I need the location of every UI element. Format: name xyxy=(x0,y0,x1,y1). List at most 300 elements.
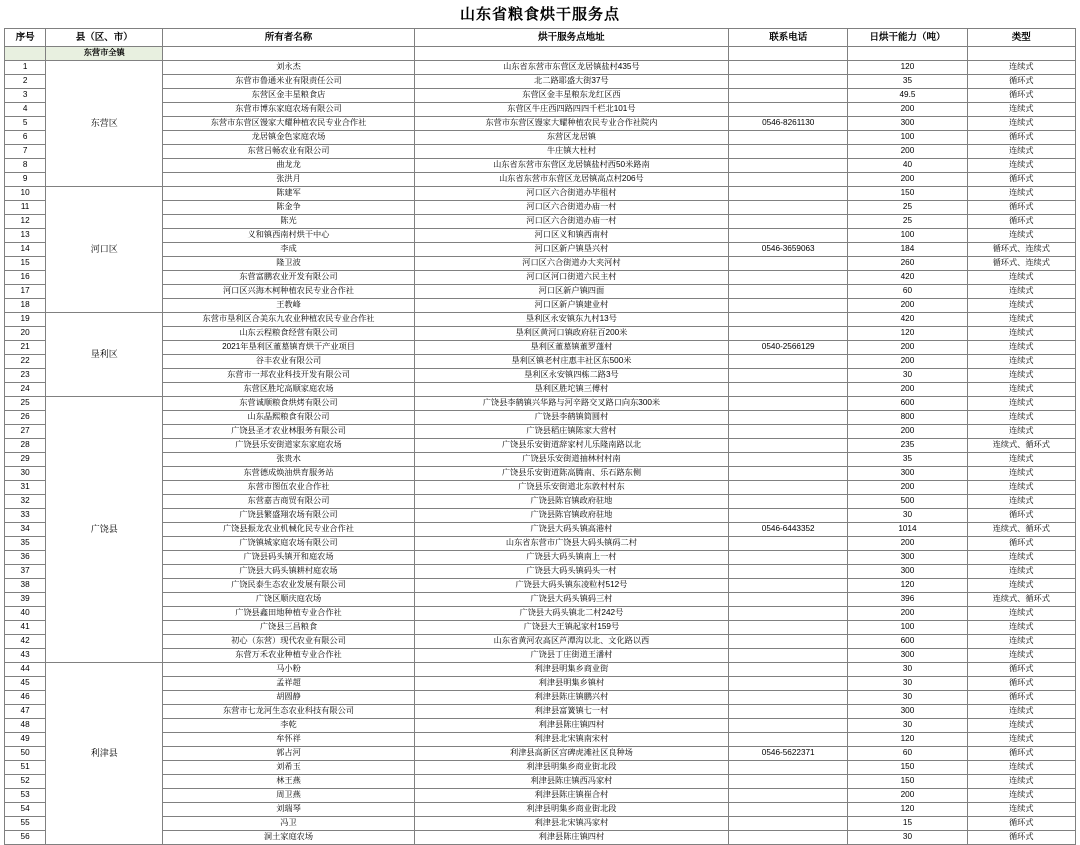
cell-no: 30 xyxy=(5,467,46,481)
cell-type: 连续式 xyxy=(967,565,1075,579)
cell-capacity: 200 xyxy=(848,145,967,159)
cell-type: 连续式 xyxy=(967,789,1075,803)
table-row xyxy=(5,369,1076,383)
cell-phone xyxy=(729,131,848,145)
cell-address: 利津县陈庄镇鹏兴村 xyxy=(414,691,728,705)
cell-phone xyxy=(729,61,848,75)
cell-no: 44 xyxy=(5,663,46,677)
table-row xyxy=(5,61,1076,75)
cell-type: 连续式 xyxy=(967,481,1075,495)
cell-no: 26 xyxy=(5,411,46,425)
cell-owner: 山东云程粮食经营有限公司 xyxy=(163,327,414,341)
cell-type: 循环式 xyxy=(967,747,1075,761)
cell-capacity: 150 xyxy=(848,775,967,789)
cell-address: 广饶县大码头镇南上一村 xyxy=(414,551,728,565)
table-row xyxy=(5,691,1076,705)
cell-capacity: 184 xyxy=(848,243,967,257)
cell-no: 23 xyxy=(5,369,46,383)
cell-address: 山东省东营市东营区龙居镇盐村西50米路南 xyxy=(414,159,728,173)
cell-address: 广饶县大码头镇高港村 xyxy=(414,523,728,537)
table-row xyxy=(5,341,1076,355)
cell-owner: 东营区金丰星粮食店 xyxy=(163,89,414,103)
cell-no: 45 xyxy=(5,677,46,691)
cell-capacity: 200 xyxy=(848,537,967,551)
cell-no: 48 xyxy=(5,719,46,733)
cell-capacity: 300 xyxy=(848,551,967,565)
cell-address: 山东省黄河农高区芦潭沟以北、文化路以西 xyxy=(414,635,728,649)
table-row xyxy=(5,257,1076,271)
cell-owner: 张洪月 xyxy=(163,173,414,187)
cell-owner: 东营市鲁通米业有限责任公司 xyxy=(163,75,414,89)
cell-owner: 东营市七龙河生态农业科技有限公司 xyxy=(163,705,414,719)
cell-phone xyxy=(729,89,848,103)
region-banner-cell xyxy=(414,47,728,61)
cell-owner: 初心（东营）现代农业有限公司 xyxy=(163,635,414,649)
cell-no: 19 xyxy=(5,313,46,327)
cell-type: 连续式 xyxy=(967,383,1075,397)
region-banner-spacer xyxy=(5,47,46,61)
cell-address: 利津县明集乡商业街北段 xyxy=(414,803,728,817)
cell-no: 34 xyxy=(5,523,46,537)
cell-phone xyxy=(729,733,848,747)
cell-no: 9 xyxy=(5,173,46,187)
cell-no: 21 xyxy=(5,341,46,355)
cell-type: 连续式 xyxy=(967,313,1075,327)
cell-no: 55 xyxy=(5,817,46,831)
cell-no: 47 xyxy=(5,705,46,719)
cell-type: 循环式 xyxy=(967,509,1075,523)
cell-type: 循环式 xyxy=(967,677,1075,691)
cell-type: 连续式 xyxy=(967,299,1075,313)
cell-phone: 0546-5622371 xyxy=(729,747,848,761)
cell-owner: 广饶区顺庆庭农场 xyxy=(163,593,414,607)
cell-owner: 东营市垦利区合美东九农业种植农民专业合作社 xyxy=(163,313,414,327)
cell-phone xyxy=(729,775,848,789)
table-row xyxy=(5,649,1076,663)
cell-address: 东营区金丰星粮东龙红区西 xyxy=(414,89,728,103)
cell-owner: 王教峰 xyxy=(163,299,414,313)
cell-no: 37 xyxy=(5,565,46,579)
cell-no: 29 xyxy=(5,453,46,467)
table-row xyxy=(5,803,1076,817)
table-row xyxy=(5,159,1076,173)
cell-capacity: 30 xyxy=(848,663,967,677)
table-row xyxy=(5,593,1076,607)
table-row xyxy=(5,467,1076,481)
cell-address: 广饶县李鹤镇简圆村 xyxy=(414,411,728,425)
cell-owner: 2021年垦利区董墓镇育烘干产业项目 xyxy=(163,341,414,355)
cell-type: 循环式 xyxy=(967,131,1075,145)
cell-capacity: 150 xyxy=(848,187,967,201)
cell-no: 31 xyxy=(5,481,46,495)
cell-owner: 李成 xyxy=(163,243,414,257)
cell-owner: 刘瑞琴 xyxy=(163,803,414,817)
cell-address: 利津县北宋镇冯家村 xyxy=(414,817,728,831)
cell-phone xyxy=(729,495,848,509)
table-row xyxy=(5,551,1076,565)
cell-county: 东营区 xyxy=(46,61,163,187)
cell-address: 利津县陈庄镇四村 xyxy=(414,719,728,733)
cell-capacity: 100 xyxy=(848,131,967,145)
cell-address: 北二路耶盛大街37号 xyxy=(414,75,728,89)
cell-owner: 陈光 xyxy=(163,215,414,229)
cell-type: 连续式 xyxy=(967,467,1075,481)
table-row xyxy=(5,607,1076,621)
cell-capacity: 200 xyxy=(848,789,967,803)
table-row xyxy=(5,299,1076,313)
region-banner-cell xyxy=(967,47,1075,61)
cell-address: 山东省东营市东营区龙居镇高点村206号 xyxy=(414,173,728,187)
cell-no: 2 xyxy=(5,75,46,89)
cell-capacity: 49.5 xyxy=(848,89,967,103)
table-row xyxy=(5,313,1076,327)
cell-type: 循环式 xyxy=(967,691,1075,705)
table-row xyxy=(5,579,1076,593)
cell-owner: 陈建军 xyxy=(163,187,414,201)
cell-owner: 东营市图伍农业合作社 xyxy=(163,481,414,495)
cell-phone: 0540-2566129 xyxy=(729,341,848,355)
cell-no: 15 xyxy=(5,257,46,271)
table-row xyxy=(5,411,1076,425)
cell-capacity: 200 xyxy=(848,383,967,397)
cell-phone xyxy=(729,145,848,159)
cell-phone: 0546-3659063 xyxy=(729,243,848,257)
cell-owner: 广饶县繁盛翔农场有限公司 xyxy=(163,509,414,523)
region-banner-row xyxy=(5,47,1076,61)
cell-address: 广饶县乐安街道辞家村儿乐隆南路以北 xyxy=(414,439,728,453)
cell-address: 广饶县陈官镇政府驻地 xyxy=(414,509,728,523)
cell-owner: 郭占河 xyxy=(163,747,414,761)
cell-no: 35 xyxy=(5,537,46,551)
cell-owner: 孟祥超 xyxy=(163,677,414,691)
cell-type: 循环式 xyxy=(967,75,1075,89)
cell-type: 连续式 xyxy=(967,733,1075,747)
cell-no: 52 xyxy=(5,775,46,789)
cell-type: 连续式 xyxy=(967,761,1075,775)
cell-no: 13 xyxy=(5,229,46,243)
cell-no: 28 xyxy=(5,439,46,453)
cell-owner: 洞土家庭农场 xyxy=(163,831,414,845)
cell-address: 利津县陈庄镇四村 xyxy=(414,831,728,845)
cell-phone xyxy=(729,411,848,425)
cell-type: 连续式 xyxy=(967,229,1075,243)
cell-no: 25 xyxy=(5,397,46,411)
cell-phone xyxy=(729,817,848,831)
cell-owner: 冯卫 xyxy=(163,817,414,831)
column-header-no: 序号 xyxy=(5,29,46,47)
cell-capacity: 420 xyxy=(848,271,967,285)
cell-phone xyxy=(729,159,848,173)
cell-type: 循环式 xyxy=(967,537,1075,551)
cell-address: 河口区新户镇垦兴村 xyxy=(414,243,728,257)
table-row xyxy=(5,733,1076,747)
cell-owner: 河口区兴海木柯种植农民专业合作社 xyxy=(163,285,414,299)
cell-type: 连续式、循环式 xyxy=(967,593,1075,607)
cell-type: 连续式 xyxy=(967,327,1075,341)
table-row xyxy=(5,243,1076,257)
cell-address: 牛庄镇大杜村 xyxy=(414,145,728,159)
cell-capacity: 30 xyxy=(848,509,967,523)
cell-address: 河口区六合街道办庙一村 xyxy=(414,215,728,229)
cell-capacity: 600 xyxy=(848,635,967,649)
cell-no: 10 xyxy=(5,187,46,201)
cell-no: 8 xyxy=(5,159,46,173)
cell-no: 41 xyxy=(5,621,46,635)
cell-phone xyxy=(729,75,848,89)
cell-no: 1 xyxy=(5,61,46,75)
cell-capacity: 120 xyxy=(848,61,967,75)
cell-owner: 广饶县大码头镇耕村庭农场 xyxy=(163,565,414,579)
cell-address: 东营区龙居镇 xyxy=(414,131,728,145)
cell-type: 循环式 xyxy=(967,817,1075,831)
cell-no: 33 xyxy=(5,509,46,523)
cell-phone: 0546-8261130 xyxy=(729,117,848,131)
cell-type: 循环式 xyxy=(967,89,1075,103)
cell-phone xyxy=(729,425,848,439)
table-body xyxy=(5,47,1076,845)
column-header-type: 类型 xyxy=(967,29,1075,47)
cell-phone xyxy=(729,229,848,243)
table-row xyxy=(5,719,1076,733)
cell-type: 连续式、循环式 xyxy=(967,439,1075,453)
cell-address: 东营区牛庄西四路四四千栏北101号 xyxy=(414,103,728,117)
cell-phone xyxy=(729,257,848,271)
cell-type: 连续式 xyxy=(967,355,1075,369)
cell-owner: 东营市一邦农业科技开发有限公司 xyxy=(163,369,414,383)
cell-owner: 牟怀祥 xyxy=(163,733,414,747)
cell-address: 垦利区永安镇东九村13号 xyxy=(414,313,728,327)
cell-address: 利津县高新区宫碑虎滩社区良种场 xyxy=(414,747,728,761)
cell-address: 广饶县陈官镇政府驻地 xyxy=(414,495,728,509)
cell-capacity: 300 xyxy=(848,705,967,719)
region-banner-cell xyxy=(729,47,848,61)
cell-phone xyxy=(729,621,848,635)
table-row xyxy=(5,481,1076,495)
table-row xyxy=(5,453,1076,467)
cell-type: 循环式 xyxy=(967,831,1075,845)
cell-address: 河口区河口街道六民主村 xyxy=(414,271,728,285)
cell-phone xyxy=(729,691,848,705)
cell-type: 循环式 xyxy=(967,173,1075,187)
cell-phone xyxy=(729,509,848,523)
table-row xyxy=(5,173,1076,187)
cell-capacity: 300 xyxy=(848,649,967,663)
cell-capacity: 300 xyxy=(848,467,967,481)
cell-type: 连续式 xyxy=(967,705,1075,719)
cell-owner: 广饶民泰生态农业发展有限公司 xyxy=(163,579,414,593)
cell-phone xyxy=(729,299,848,313)
cell-no: 40 xyxy=(5,607,46,621)
table-row xyxy=(5,103,1076,117)
cell-type: 连续式、循环式 xyxy=(967,523,1075,537)
cell-address: 利津县陈庄镇西冯家村 xyxy=(414,775,728,789)
cell-address: 广饶县大码头镇北二村242号 xyxy=(414,607,728,621)
cell-owner: 广饶县乐安街道家东家庭农场 xyxy=(163,439,414,453)
cell-type: 连续式 xyxy=(967,775,1075,789)
cell-type: 连续式 xyxy=(967,635,1075,649)
cell-phone xyxy=(729,789,848,803)
cell-owner: 山东晶熙粮食有限公司 xyxy=(163,411,414,425)
table-row xyxy=(5,355,1076,369)
cell-address: 利津县明集乡商业街 xyxy=(414,663,728,677)
cell-owner: 马小粉 xyxy=(163,663,414,677)
cell-type: 连续式 xyxy=(967,425,1075,439)
column-header-phone: 联系电话 xyxy=(729,29,848,47)
cell-capacity: 60 xyxy=(848,747,967,761)
table-row xyxy=(5,285,1076,299)
cell-phone xyxy=(729,551,848,565)
column-header-county: 县（区、市） xyxy=(46,29,163,47)
cell-address: 广饶县大码头镇东凌粒村512号 xyxy=(414,579,728,593)
cell-no: 17 xyxy=(5,285,46,299)
cell-no: 36 xyxy=(5,551,46,565)
table-row xyxy=(5,425,1076,439)
cell-no: 53 xyxy=(5,789,46,803)
table-row xyxy=(5,75,1076,89)
cell-type: 循环式、连续式 xyxy=(967,257,1075,271)
cell-type: 连续式 xyxy=(967,369,1075,383)
cell-phone xyxy=(729,103,848,117)
cell-owner: 刘永杰 xyxy=(163,61,414,75)
cell-address: 利津县陈庄镇崔合村 xyxy=(414,789,728,803)
cell-capacity: 300 xyxy=(848,117,967,131)
cell-capacity: 200 xyxy=(848,103,967,117)
cell-type: 连续式 xyxy=(967,649,1075,663)
cell-owner: 东营诚顺粮食烘烤有限公司 xyxy=(163,397,414,411)
cell-no: 56 xyxy=(5,831,46,845)
cell-no: 54 xyxy=(5,803,46,817)
cell-address: 垦利区永安镇四栋二路3号 xyxy=(414,369,728,383)
cell-no: 20 xyxy=(5,327,46,341)
cell-phone xyxy=(729,607,848,621)
table-row xyxy=(5,495,1076,509)
cell-no: 49 xyxy=(5,733,46,747)
table-row xyxy=(5,775,1076,789)
table-row xyxy=(5,635,1076,649)
cell-address: 河口区六合街道办庙一村 xyxy=(414,201,728,215)
cell-address: 河口区六合街道办毕租村 xyxy=(414,187,728,201)
table-row xyxy=(5,215,1076,229)
cell-no: 16 xyxy=(5,271,46,285)
cell-type: 连续式 xyxy=(967,579,1075,593)
table-header-row xyxy=(5,29,1076,47)
cell-capacity: 200 xyxy=(848,607,967,621)
cell-capacity: 25 xyxy=(848,215,967,229)
cell-capacity: 200 xyxy=(848,481,967,495)
cell-type: 连续式 xyxy=(967,159,1075,173)
cell-owner: 东营德成焕油烘育服务站 xyxy=(163,467,414,481)
cell-address: 东营市东营区馒家大耀种植农民专业合作社院内 xyxy=(414,117,728,131)
table-row xyxy=(5,817,1076,831)
cell-capacity: 200 xyxy=(848,299,967,313)
cell-capacity: 30 xyxy=(848,831,967,845)
cell-owner: 陈金争 xyxy=(163,201,414,215)
cell-phone xyxy=(729,677,848,691)
table-row xyxy=(5,523,1076,537)
cell-capacity: 200 xyxy=(848,425,967,439)
cell-phone xyxy=(729,173,848,187)
cell-type: 循环式 xyxy=(967,215,1075,229)
cell-capacity: 120 xyxy=(848,733,967,747)
cell-phone xyxy=(729,719,848,733)
cell-owner: 广饶县振龙农业机械化民专业合作社 xyxy=(163,523,414,537)
cell-phone xyxy=(729,635,848,649)
cell-owner: 周卫燕 xyxy=(163,789,414,803)
cell-capacity: 100 xyxy=(848,229,967,243)
cell-type: 循环式 xyxy=(967,201,1075,215)
cell-no: 24 xyxy=(5,383,46,397)
column-header-owner: 所有者名称 xyxy=(163,29,414,47)
cell-capacity: 420 xyxy=(848,313,967,327)
cell-capacity: 60 xyxy=(848,285,967,299)
cell-capacity: 260 xyxy=(848,257,967,271)
table-row xyxy=(5,761,1076,775)
cell-capacity: 120 xyxy=(848,803,967,817)
cell-phone xyxy=(729,593,848,607)
cell-owner: 曲龙龙 xyxy=(163,159,414,173)
cell-type: 连续式 xyxy=(967,61,1075,75)
table-row xyxy=(5,131,1076,145)
cell-county: 河口区 xyxy=(46,187,163,313)
cell-owner: 林王燕 xyxy=(163,775,414,789)
cell-owner: 广饶县圣才农业林服务有限公司 xyxy=(163,425,414,439)
cell-phone xyxy=(729,355,848,369)
cell-owner: 东营市东营区馒家大耀种植农民专业合作社 xyxy=(163,117,414,131)
cell-address: 垦利区黄河口镇政府驻百200米 xyxy=(414,327,728,341)
cell-phone xyxy=(729,383,848,397)
table-row xyxy=(5,789,1076,803)
cell-address: 垦利区镇老村庄惠丰社区东500米 xyxy=(414,355,728,369)
cell-capacity: 30 xyxy=(848,677,967,691)
cell-address: 广饶县乐安街道陈高腾南、乐石路东侧 xyxy=(414,467,728,481)
cell-capacity: 1014 xyxy=(848,523,967,537)
cell-owner: 胡圆静 xyxy=(163,691,414,705)
table-row xyxy=(5,89,1076,103)
region-banner-cell xyxy=(163,47,414,61)
table-row xyxy=(5,621,1076,635)
cell-capacity: 200 xyxy=(848,341,967,355)
cell-type: 连续式 xyxy=(967,271,1075,285)
page-title: 山东省粮食烘干服务点 xyxy=(459,7,620,23)
table-row xyxy=(5,271,1076,285)
cell-capacity: 120 xyxy=(848,327,967,341)
cell-type: 连续式 xyxy=(967,453,1075,467)
cell-address: 广饶县大码头镇码头一村 xyxy=(414,565,728,579)
cell-phone xyxy=(729,285,848,299)
cell-type: 连续式 xyxy=(967,117,1075,131)
cell-no: 11 xyxy=(5,201,46,215)
cell-no: 12 xyxy=(5,215,46,229)
cell-owner: 广饶镇城家庭农场有限公司 xyxy=(163,537,414,551)
cell-address: 广饶县稻庄镇陈家大营村 xyxy=(414,425,728,439)
cell-phone xyxy=(729,579,848,593)
cell-owner: 隆卫波 xyxy=(163,257,414,271)
cell-phone xyxy=(729,761,848,775)
cell-address: 垦利区胜坨镇三傅村 xyxy=(414,383,728,397)
cell-no: 43 xyxy=(5,649,46,663)
cell-phone xyxy=(729,313,848,327)
cell-address: 利津县富簧镇七一村 xyxy=(414,705,728,719)
cell-phone xyxy=(729,201,848,215)
cell-phone: 0546-6443352 xyxy=(729,523,848,537)
cell-phone xyxy=(729,565,848,579)
table-row xyxy=(5,537,1076,551)
cell-phone xyxy=(729,439,848,453)
cell-no: 50 xyxy=(5,747,46,761)
table-row xyxy=(5,327,1076,341)
cell-no: 5 xyxy=(5,117,46,131)
cell-owner: 龙居镇金色家庭农场 xyxy=(163,131,414,145)
